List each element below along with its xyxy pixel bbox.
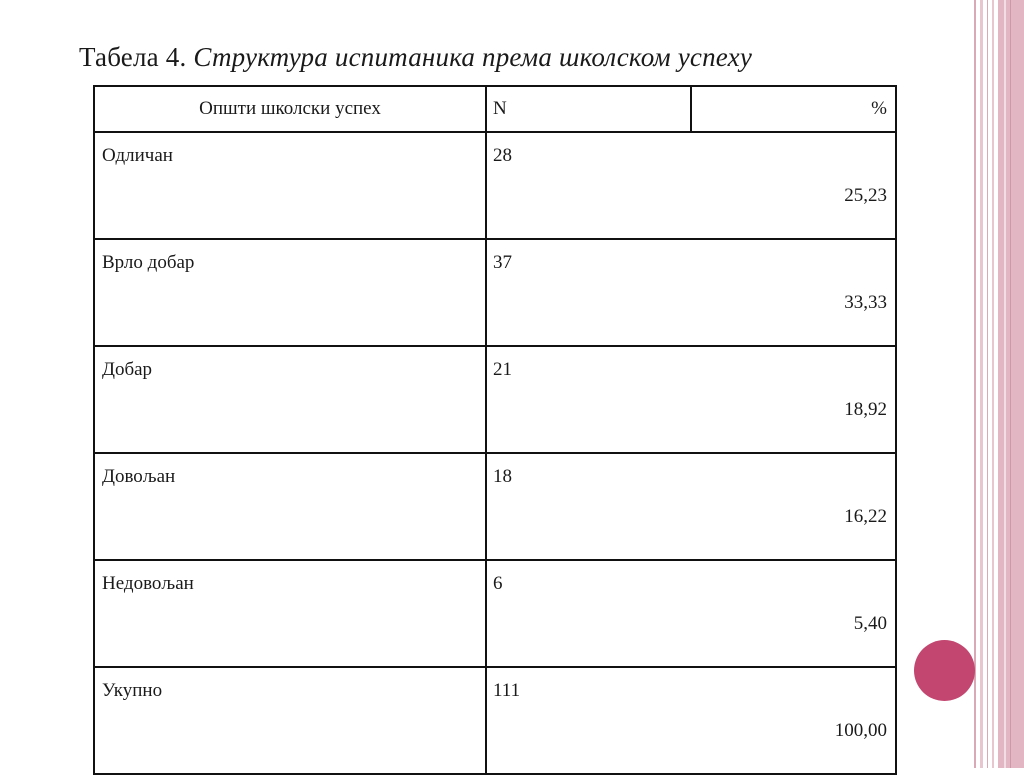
header-percent: % xyxy=(691,86,896,132)
table-row xyxy=(94,346,896,453)
table-caption xyxy=(79,42,752,73)
row-category: Одличан xyxy=(94,132,486,239)
row-n: 18 xyxy=(493,466,512,487)
row-percent: 100,00 xyxy=(834,720,887,741)
row-percent: 5,40 xyxy=(853,613,887,634)
row-values xyxy=(486,560,896,667)
decorative-side-stripes xyxy=(974,0,1024,768)
success-structure-table xyxy=(93,85,897,775)
table-row-total xyxy=(94,667,896,774)
row-category: Добар xyxy=(94,346,486,453)
row-category: Довољан xyxy=(94,453,486,560)
row-n: 21 xyxy=(493,359,512,380)
table-caption-prefix: Табела 4. xyxy=(79,42,187,72)
header-school-success: Општи школски успех xyxy=(94,86,486,132)
table-row xyxy=(94,132,896,239)
table-caption-title: Структура испитаника према школском успеху xyxy=(193,42,753,72)
table-row xyxy=(94,560,896,667)
row-n: 37 xyxy=(493,252,512,273)
row-percent: 33,33 xyxy=(844,292,887,313)
row-category: Недовољан xyxy=(94,560,486,667)
decorative-circle xyxy=(914,640,975,701)
row-percent: 18,92 xyxy=(844,399,887,420)
row-percent: 16,22 xyxy=(844,506,887,527)
row-values xyxy=(486,453,896,560)
row-percent: 25,23 xyxy=(844,185,887,206)
row-n: 28 xyxy=(493,145,512,166)
row-category: Укупно xyxy=(94,667,486,774)
table-row xyxy=(94,453,896,560)
row-n: 6 xyxy=(493,573,503,594)
row-values xyxy=(486,132,896,239)
table-row xyxy=(94,239,896,346)
row-n: 111 xyxy=(493,680,521,701)
row-values xyxy=(486,346,896,453)
table-header-row xyxy=(94,86,896,132)
header-n: N xyxy=(486,86,691,132)
row-category: Врло добар xyxy=(94,239,486,346)
row-values xyxy=(486,667,896,774)
row-values xyxy=(486,239,896,346)
